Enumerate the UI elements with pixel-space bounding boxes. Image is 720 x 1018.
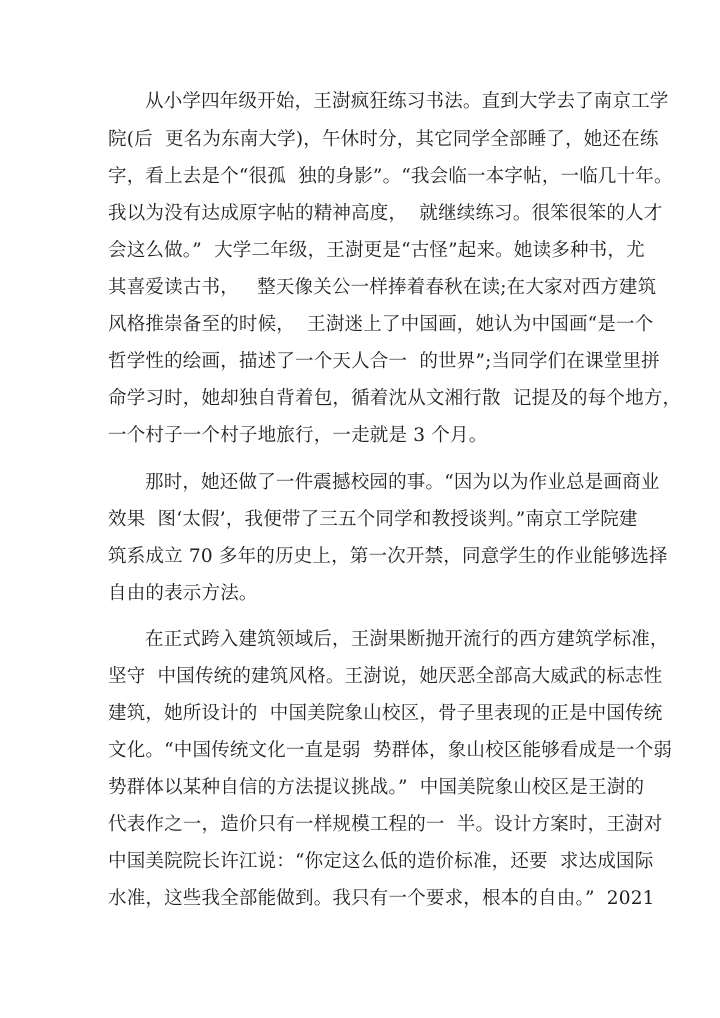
text-line: 会这么做。” 大学二年级，王澍更是“古怪”起来。她读多种书，尤 <box>108 240 645 261</box>
text-line: 命学习时，她却独自背着包，循着沈从文湘行散 记提及的每个地方， <box>108 388 682 409</box>
text-line: 我以为没有达成原字帖的精神高度， 就继续练习。很笨很笨的人才 <box>108 203 663 224</box>
text-line: 坚守 中国传统的建筑风格。王澍说，她厌恶全部高大威武的标志性 <box>108 666 663 687</box>
text-line: 文化。“中国传统文化一直是弱 势群体，象山校区能够看成是一个弱 <box>108 740 673 761</box>
text-line: 中国美院院长许江说：“你定这么低的造价标准，还要 求达成国际 <box>108 851 654 872</box>
text-line: 一个村子一个村子地旅行，一走就是 3 个月。 <box>108 425 488 446</box>
text-line: 院(后 更名为东南大学)，午休时分，其它同学全部睡了，她还在练 <box>108 129 659 150</box>
text-line: 从小学四年级开始，王澍疯狂练习书法。直到大学去了南京工学 <box>145 91 669 112</box>
text-line: 筑系成立 70 多年的历史上，第一次开禁，同意学生的作业能够选择 <box>108 546 668 567</box>
text-line: 水准，这些我全部能做到。我只有一个要求，根本的自由。” 2021 <box>108 888 655 909</box>
text-line: 其喜爱读古书， 整天像关公一样捧着春秋在读;在大家对西方建筑 <box>108 277 657 298</box>
text-line: 建筑，她所设计的 中国美院象山校区，骨子里表现的正是中国传统 <box>108 703 663 724</box>
text-line: 代表作之一，造价只有一样规模工程的一 半。设计方案时，王澍对 <box>108 814 663 835</box>
text-line: 效果 图‘太假’，我便带了三五个同学和教授谈判。”南京工学院建 <box>108 509 638 530</box>
text-line: 势群体以某种自信的方法提议挑战。” 中国美院象山校区是王澍的 <box>108 777 645 798</box>
text-line: 字，看上去是个“很孤 独的身影”。“我会临一本字帖，一临几十年。 <box>108 166 673 187</box>
text-line: 那时，她还做了一件震撼校园的事。“因为以为作业总是画商业 <box>145 472 660 493</box>
text-line: 哲学性的绘画，描述了一个天人合一 的世界”;当同学们在课堂里拼 <box>108 351 660 372</box>
text-line: 风格推崇备至的时候， 王澍迷上了中国画，她认为中国画“是一个 <box>108 314 654 335</box>
text-line: 在正式跨入建筑领域后，王澍果断抛开流行的西方建筑学标准， <box>145 629 669 650</box>
text-line: 自由的表示方法。 <box>108 583 258 604</box>
